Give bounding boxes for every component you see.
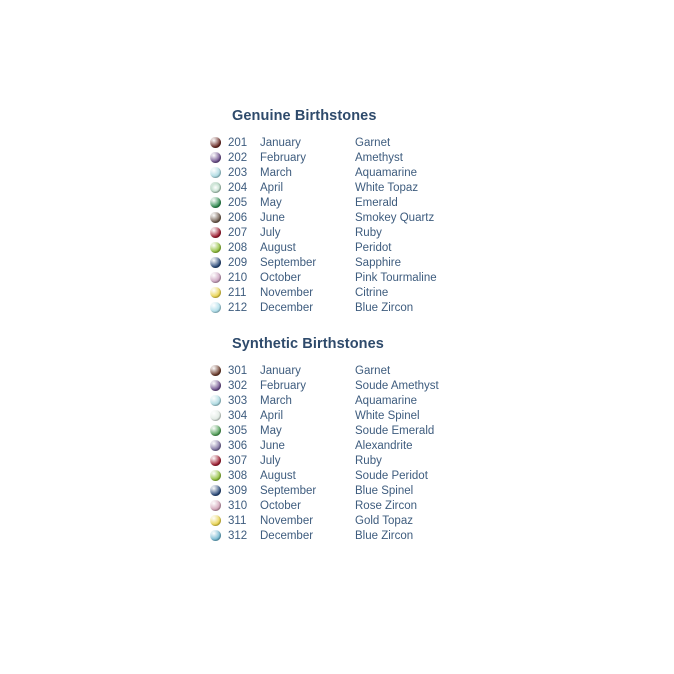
color-swatch-icon [210,500,221,511]
stone-code: 302 [228,379,248,392]
stone-month: November [260,286,314,299]
genuine-birthstones-list [0,135,674,315]
stone-name: Soude Peridot [355,469,428,482]
list-item [0,150,674,165]
stone-name: Garnet [355,136,391,149]
color-swatch-icon [210,167,221,178]
stone-name: Pink Tourmaline [355,271,437,284]
stone-code: 301 [228,364,248,377]
stone-name: Smokey Quartz [355,211,435,224]
stone-name: Emerald [355,196,398,209]
stone-code: 201 [228,136,248,149]
color-swatch-icon [210,242,221,253]
stone-month: August [260,241,296,254]
stone-month: April [260,409,284,422]
list-item [0,513,674,528]
stone-code: 308 [228,469,248,482]
list-item [0,135,674,150]
stone-code: 204 [228,181,248,194]
stone-month: February [260,379,307,392]
color-swatch-icon [210,287,221,298]
stone-month: September [260,484,317,497]
stone-code: 202 [228,151,248,164]
list-item [0,423,674,438]
stone-name: Blue Zircon [355,301,414,314]
stone-name: Citrine [355,286,389,299]
stone-month: September [260,256,317,269]
color-swatch-icon [210,365,221,376]
stone-month: June [260,439,285,452]
stone-name: Amethyst [355,151,403,164]
stone-name: Blue Spinel [355,484,414,497]
list-item [0,285,674,300]
stone-name: Gold Topaz [355,514,413,527]
color-swatch-icon [210,302,221,313]
color-swatch-icon [210,257,221,268]
stone-month: January [260,136,301,149]
stone-month: July [260,454,281,467]
stone-name: White Spinel [355,409,420,422]
list-item [0,408,674,423]
list-item [0,180,674,195]
list-item [0,240,674,255]
stone-code: 203 [228,166,248,179]
list-item [0,210,674,225]
color-swatch-icon [210,272,221,283]
stone-name: Soude Emerald [355,424,435,437]
section-title-synthetic: Synthetic Birthstones [232,336,384,352]
list-item [0,378,674,393]
list-item [0,300,674,315]
stone-name: Rose Zircon [355,499,417,512]
list-item [0,498,674,513]
color-swatch-icon [210,440,221,451]
stone-name: White Topaz [355,181,419,194]
stone-code: 307 [228,454,248,467]
stone-code: 205 [228,196,248,209]
color-swatch-icon [210,455,221,466]
stone-code: 212 [228,301,248,314]
stone-name: Peridot [355,241,392,254]
stone-month: October [260,271,301,284]
stone-name: Soude Amethyst [355,379,439,392]
color-swatch-icon [210,227,221,238]
list-item [0,195,674,210]
stone-month: July [260,226,281,239]
stone-month: June [260,211,285,224]
stone-code: 304 [228,409,248,422]
stone-month: February [260,151,307,164]
stone-code: 206 [228,211,248,224]
stone-code: 303 [228,394,248,407]
stone-month: December [260,529,314,542]
list-item [0,255,674,270]
list-item [0,528,674,543]
color-swatch-icon [210,182,221,193]
stone-month: November [260,514,314,527]
list-item [0,270,674,285]
stone-name: Aquamarine [355,394,418,407]
stone-code: 207 [228,226,248,239]
list-item [0,468,674,483]
stone-code: 312 [228,529,248,542]
stone-code: 210 [228,271,248,284]
color-swatch-icon [210,380,221,391]
stone-code: 208 [228,241,248,254]
list-item [0,165,674,180]
list-item [0,453,674,468]
color-swatch-icon [210,197,221,208]
stone-name: Alexandrite [355,439,413,452]
color-swatch-icon [210,395,221,406]
stone-month: December [260,301,314,314]
synthetic-birthstones-section [0,336,674,543]
color-swatch-icon [210,515,221,526]
stone-month: March [260,166,292,179]
stone-code: 310 [228,499,248,512]
color-swatch-icon [210,137,221,148]
genuine-birthstones-section [0,108,674,315]
stone-code: 309 [228,484,248,497]
stone-code: 305 [228,424,248,437]
stone-name: Sapphire [355,256,402,269]
stone-name: Blue Zircon [355,529,414,542]
synthetic-birthstones-list [0,363,674,543]
stone-name: Ruby [355,226,382,239]
list-item [0,483,674,498]
color-swatch-icon [210,470,221,481]
stone-month: April [260,181,284,194]
stone-name: Ruby [355,454,382,467]
stone-month: August [260,469,296,482]
color-swatch-icon [210,152,221,163]
section-title-genuine: Genuine Birthstones [232,108,377,124]
list-item [0,225,674,240]
stone-name: Aquamarine [355,166,418,179]
stone-month: May [260,424,282,437]
stone-code: 209 [228,256,248,269]
color-swatch-icon [210,212,221,223]
stone-month: March [260,394,292,407]
color-swatch-icon [210,530,221,541]
color-swatch-icon [210,410,221,421]
stone-code: 306 [228,439,248,452]
stone-code: 311 [228,514,247,527]
list-item [0,438,674,453]
stone-month: January [260,364,301,377]
list-item [0,363,674,378]
color-swatch-icon [210,485,221,496]
stone-month: October [260,499,301,512]
stone-name: Garnet [355,364,391,377]
color-swatch-icon [210,425,221,436]
list-item [0,393,674,408]
stone-month: May [260,196,282,209]
stone-code: 211 [228,286,247,299]
